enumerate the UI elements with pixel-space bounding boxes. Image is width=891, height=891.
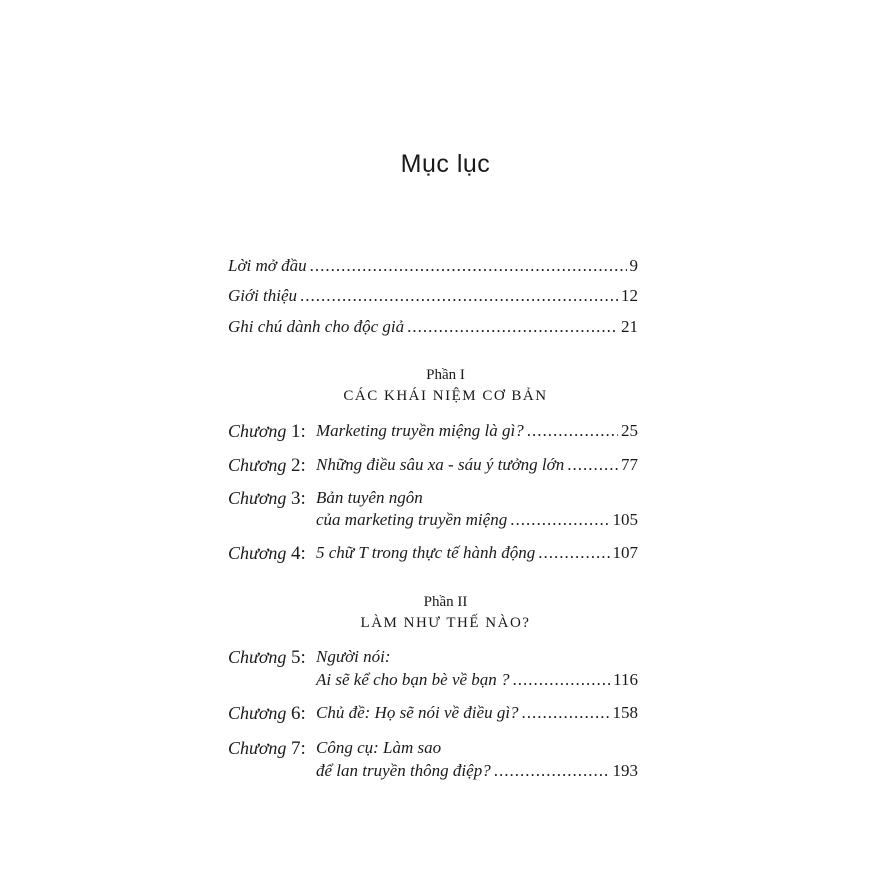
entry-label: của marketing truyền miệng [316, 510, 508, 529]
entry-page: 158 [612, 703, 638, 722]
chapter-word: Chương [228, 421, 287, 441]
entry-page: 193 [612, 761, 638, 780]
chapter-label [228, 454, 306, 477]
chapter-number: 3: [290, 488, 306, 509]
leader-dots [510, 509, 609, 531]
chapter-word: Chương [228, 647, 287, 667]
entry-label: Marketing truyền miệng là gì? [316, 421, 524, 440]
entry-label: Ghi chú dành cho độc giả [228, 317, 405, 336]
chapter-label [228, 487, 306, 510]
toc-entry [316, 509, 638, 531]
chapter-word: Chương [228, 488, 287, 508]
leader-dots [494, 760, 610, 782]
leader-dots [310, 255, 627, 277]
entry-label: Ai sẽ kể cho bạn bè về bạn ? [316, 670, 510, 689]
toc-entry [228, 285, 638, 307]
chapter-number: 7: [290, 738, 306, 759]
toc-entry [316, 454, 638, 476]
chapter-number: 5: [290, 647, 306, 668]
chapter-number: 2: [290, 455, 306, 476]
toc-entry [316, 760, 638, 782]
toc-entry [316, 702, 638, 724]
entry-label: Lời mở đầu [228, 256, 307, 275]
entry-page: 107 [612, 543, 638, 562]
chapter-label [228, 420, 306, 443]
entry-page: 105 [612, 510, 638, 529]
leader-dots [567, 454, 618, 476]
entry-label: Những điều sâu xa - sáu ý tưởng lớn [316, 455, 565, 474]
chapter-label [228, 542, 306, 565]
chapter-word: Chương [228, 703, 287, 723]
toc-entry [228, 255, 638, 277]
entry-label-line: Người nói: [316, 647, 391, 666]
entry-page: 12 [621, 286, 638, 305]
leader-dots [538, 542, 609, 564]
entry-page: 21 [621, 317, 638, 336]
chapter-word: Chương [228, 543, 287, 563]
chapter-word: Chương [228, 455, 287, 475]
part-title: CÁC KHÁI NIỆM CƠ BẢN [343, 388, 548, 404]
entry-label: Giới thiệu [228, 286, 298, 305]
chapter-label [228, 737, 306, 760]
entry-page: 77 [621, 455, 638, 474]
chapter-number: 1: [290, 421, 306, 442]
entry-page: 9 [629, 256, 638, 275]
toc-entry [228, 316, 638, 338]
toc-entry [316, 420, 638, 442]
leader-dots [522, 702, 610, 724]
entry-page: 25 [621, 421, 638, 440]
entry-label-line: Bản tuyên ngôn [316, 488, 423, 507]
entry-label: Chủ đề: Họ sẽ nói về điều gì? [316, 703, 519, 722]
entry-label-line: Công cụ: Làm sao [316, 738, 442, 757]
page-title: Mục lục [400, 150, 491, 178]
chapter-number: 6: [290, 703, 306, 724]
chapter-label [228, 646, 306, 669]
chapter-label [228, 702, 306, 725]
leader-dots [407, 316, 618, 338]
chapter-number: 4: [290, 543, 306, 564]
part-title: LÀM NHƯ THẾ NÀO? [360, 615, 531, 631]
chapter-word: Chương [228, 738, 287, 758]
leader-dots [527, 420, 618, 442]
part-label: Phần I [426, 367, 465, 383]
entry-label: để lan truyền thông điệp? [316, 761, 491, 780]
entry-label: 5 chữ T trong thực tế hành động [316, 543, 536, 562]
toc-entry [316, 669, 638, 691]
part-label: Phần II [423, 594, 468, 610]
leader-dots [513, 669, 611, 691]
entry-page: 116 [613, 670, 638, 689]
leader-dots [300, 285, 618, 307]
toc-entry [316, 542, 638, 564]
